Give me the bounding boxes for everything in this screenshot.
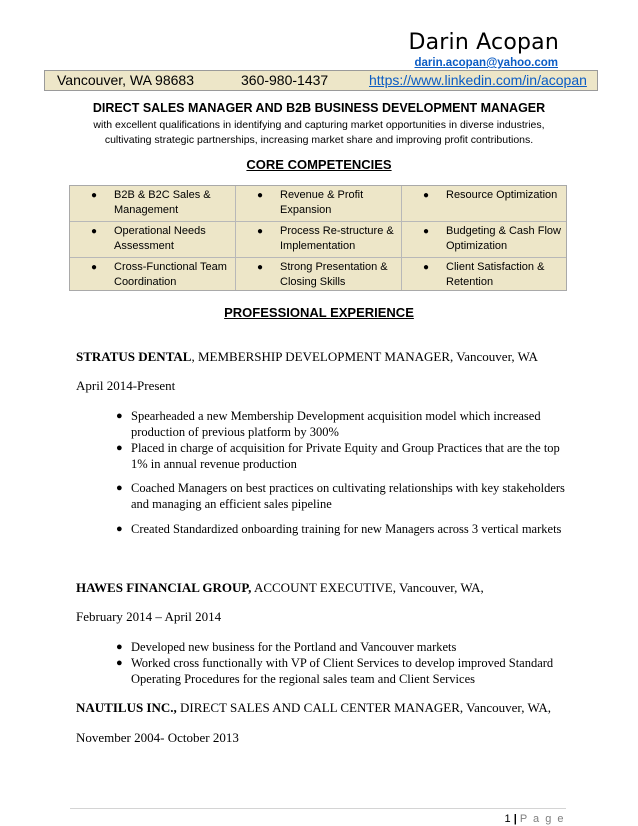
competency-text: Resource Optimization [446, 189, 558, 201]
bullet-icon: ● [116, 482, 123, 494]
page-label: P a g e [519, 813, 565, 825]
headline: DIRECT SALES MANAGER AND B2B BUSINESS DEVELOPMENT MANAGER [92, 101, 546, 115]
competency-cell [70, 222, 236, 258]
job-role: ACCOUNT EXECUTIVE, Vancouver, WA, [251, 580, 484, 595]
competency-cell [70, 258, 236, 290]
bullet-text: Developed new business for the Portland and Vancouver markets [131, 640, 457, 654]
bullet-icon: ● [423, 226, 430, 237]
footer-separator: | [513, 813, 517, 825]
professional-experience-title: PROFESSIONAL EXPERIENCE [224, 305, 414, 320]
competency-cell [402, 186, 566, 222]
company-name: STRATUS DENTAL [76, 349, 192, 364]
competency-cell [236, 258, 402, 290]
contact-city: Vancouver, WA 98683 [57, 72, 194, 88]
bullet-icon: ● [423, 190, 430, 201]
bullet-icon: ● [91, 262, 98, 273]
bullet-icon: ● [116, 641, 123, 653]
competency-cell [402, 258, 566, 290]
competencies-table [69, 185, 567, 291]
competency-cell [236, 186, 402, 222]
competency-cell [402, 222, 566, 258]
competency-text: Cross-Functional Team Coordination [114, 261, 227, 288]
bullet-icon: ● [116, 410, 123, 422]
competency-cell [236, 222, 402, 258]
linkedin-link[interactable]: https://www.linkedin.com/in/acopan [369, 72, 587, 88]
bullet-text: Coached Managers on best practices on cultivating relationships with key stakeholders and managing an efficient sales pipeline [131, 481, 565, 511]
page-footer [0, 813, 565, 825]
company-name: HAWES FINANCIAL GROUP, [76, 580, 252, 595]
competency-text: B2B & B2C Sales & Management [114, 189, 211, 216]
summary: with excellent qualifications in identifying and capturing market opportunities in diverse industries, cultivating strategic partnerships, increasing market share and improving profit contributions. [93, 119, 545, 146]
bullet-text: Spearheaded a new Membership Development acquisition model which increased production of previous platform by 300% [131, 409, 541, 439]
bullet-icon: ● [257, 190, 264, 201]
job-dates: February 2014 – April 2014 [76, 609, 222, 624]
competency-text: Operational Needs Assessment [114, 225, 206, 252]
email-link[interactable]: darin.acopan@yahoo.com [414, 57, 558, 69]
contact-bar [44, 70, 598, 91]
bullet-icon: ● [116, 657, 123, 669]
competency-text: Strong Presentation & Closing Skills [280, 261, 388, 288]
competency-text: Client Satisfaction & Retention [446, 261, 545, 288]
job-dates: April 2014-Present [76, 378, 176, 393]
company-name: NAUTILUS INC., [76, 700, 177, 715]
job-title-line [76, 349, 538, 365]
page-number: 1 [504, 813, 511, 825]
competency-text: Revenue & Profit Expansion [280, 189, 364, 216]
core-competencies-title: CORE COMPETENCIES [246, 157, 392, 172]
footer-divider [70, 808, 566, 809]
bullet-icon: ● [91, 226, 98, 237]
bullet-icon: ● [91, 190, 98, 201]
bullet-icon: ● [116, 442, 123, 454]
job-title-line [76, 580, 484, 596]
bullet-text: Placed in charge of acquisition for Private Equity and Group Practices that are the top 1% in annual revenue production [131, 441, 560, 471]
bullet-icon: ● [257, 262, 264, 273]
job-role: , MEMBERSHIP DEVELOPMENT MANAGER, Vancouver, WA [191, 349, 538, 364]
job-dates: November 2004- October 2013 [76, 730, 239, 745]
competency-cell [70, 186, 236, 222]
job-title-line [76, 700, 551, 716]
competency-text: Process Re-structure & Implementation [280, 225, 394, 252]
bullet-text: Created Standardized onboarding training for new Managers across 3 vertical markets [131, 522, 562, 536]
contact-phone: 360-980-1437 [241, 72, 329, 88]
candidate-name: Darin Acopan [408, 30, 559, 55]
bullet-icon: ● [257, 226, 264, 237]
job-role: DIRECT SALES AND CALL CENTER MANAGER, Vancouver, WA, [176, 700, 551, 715]
bullet-text: Worked cross functionally with VP of Client Services to develop improved Standard Operating Procedures for the regional sales team and Client Services [131, 656, 554, 686]
competency-text: Budgeting & Cash Flow Optimization [446, 225, 561, 252]
bullet-icon: ● [116, 523, 123, 535]
bullet-icon: ● [423, 262, 430, 273]
